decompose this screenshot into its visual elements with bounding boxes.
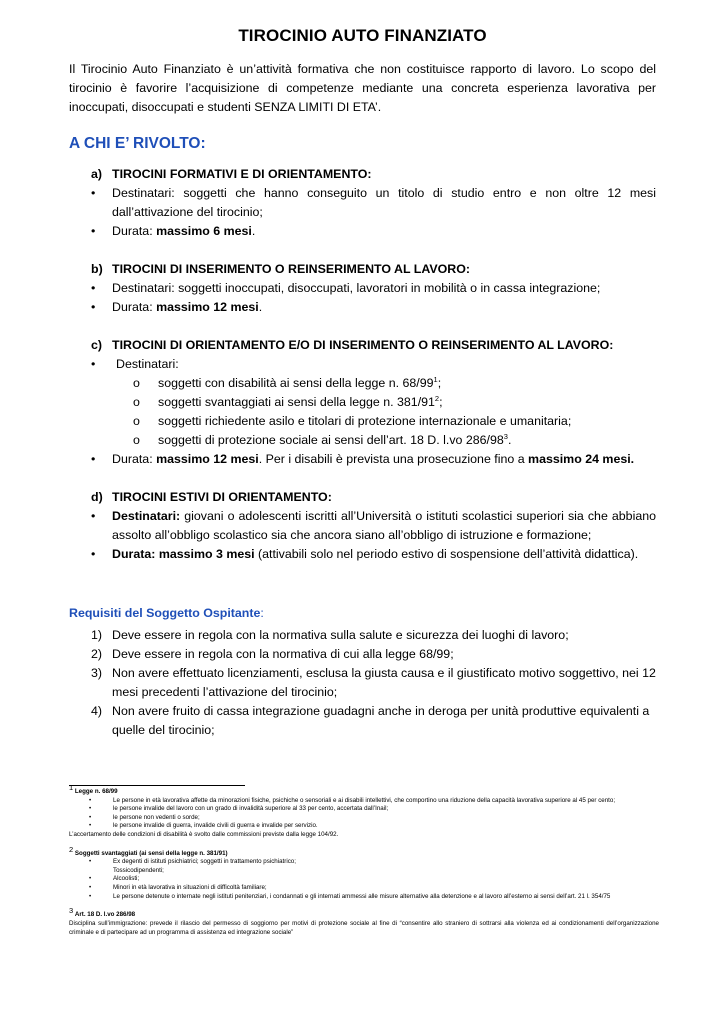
list-item: [91, 507, 656, 545]
section-letter: b): [91, 262, 103, 276]
list-item: [91, 298, 656, 317]
bullet-icon: •: [89, 813, 92, 821]
list-item: 2) Deve essere in regola con la normativa di cui alla legge 68/99;: [91, 647, 454, 661]
bullet-icon: •: [89, 858, 92, 866]
section-c: [91, 336, 656, 469]
intro-paragraph: Il Tirocinio Auto Finanziato è un’attività formativa che non costituisce rapporto di lavoro. Lo scopo del tirocinio è favorire l’acquisizione di competenze mediante una concreta esperienza lavorativa per inoccupati, disoccupati e studenti SENZA LIMITI DI ETA’.: [69, 62, 656, 114]
requirements-list: [91, 626, 656, 740]
section-title: TIROCINI DI ORIENTAMENTO E/O DI INSERIMENTO O REINSERIMENTO AL LAVORO:: [112, 338, 614, 352]
sub-item: o soggetti di protezione sociale ai sensi dell’art. 18 D. l.vo $286/98^3$.: [133, 431, 656, 450]
dur-rest: .: [251, 224, 256, 238]
section-title: TIROCINI DI INSERIMENTO O REINSERIMENTO AL LAVORO:: [112, 262, 470, 276]
bullet-icon: •: [91, 357, 96, 371]
list-item: [91, 450, 656, 469]
dur-label: Durata:: [112, 224, 153, 238]
footnote-divider: [69, 785, 245, 786]
circle-bullet-icon: o: [133, 414, 140, 428]
section-title: TIROCINI FORMATIVI E DI ORIENTAMENTO:: [112, 167, 372, 181]
list-item: [91, 222, 656, 241]
dur-rest: (attivabili solo nel periodo estivo di sospensione dell’attività didattica).: [254, 547, 639, 561]
bullet-icon: •: [91, 186, 96, 200]
dest-label: Destinatari:: [116, 357, 179, 371]
dur-value: massimo 12 mesi: [156, 452, 259, 466]
dur-value-2: massimo 24 mesi.: [528, 452, 635, 466]
dur-value: massimo 6 mesi: [156, 224, 252, 238]
bullet-icon: •: [91, 224, 96, 238]
sub-item: o soggetti con disabilità ai sensi della legge n. $68/99^1$;: [133, 374, 656, 393]
bullet-icon: •: [89, 875, 92, 883]
footnotes: [69, 783, 659, 937]
bullet-icon: •: [91, 300, 96, 314]
bullet-icon: •: [91, 547, 96, 561]
bullet-icon: •: [89, 796, 92, 804]
footnote-3: $^3$ Art. 18 D. l.vo 286/98 Disciplina sull’immigrazione: prevede il rilascio del permesso di soggiorno per motivi di protezione sociale al fine di “consentire allo straniero di sottrarsi alla violenza ed ai condizionamenti dell’organizzazione criminale e di partecipare ad un programma di assistenza ed integrazione sociale”: [69, 906, 659, 936]
bullet-icon: •: [89, 884, 92, 892]
sub-item: o soggetti svantaggiati ai sensi della legge n. $381/91^2$;: [133, 393, 656, 412]
circle-bullet-icon: o: [133, 433, 140, 447]
requirements-heading: Requisiti del Soggetto Ospitante:: [69, 606, 264, 620]
list-item: 3) Non avere effettuato licenziamenti, esclusa la giusta causa e il giustificato motivo soggettivo, nei 12 mesi precedenti l’attivazione del tirocinio;: [91, 666, 656, 699]
circle-bullet-icon: o: [133, 395, 140, 409]
dest-text: soggetti inoccupati, disoccupati, lavoratori in mobilità o in cassa integrazione;: [174, 281, 601, 295]
footnote-ref: 1: [433, 374, 438, 384]
dest-label: Destinatari:: [112, 186, 175, 200]
dur-label: Durata:: [112, 300, 153, 314]
list-item: 4) Non avere fruito di cassa integrazione guadagni anche in deroga per unità produttive equivalenti a quelle del tirocinio;: [91, 704, 650, 737]
list-item: [91, 355, 656, 374]
dest-label: Destinatari:: [112, 281, 175, 295]
target-heading: A CHI E’ RIVOLTO:: [69, 135, 206, 152]
bullet-icon: •: [91, 452, 96, 466]
dur-label: Durata:: [112, 547, 156, 561]
footnote-1: $^1$ Legge n. 68/99 • Le persone in età lavorativa affette da minorazioni fisiche, psichiche o sensoriali e ai disabili intellettivi, che comportino una riduzione della capacità lavorativa superiore al 45 per cento; • le persone invalide del lavoro con un grado di invalidità superiore al 33 per cento, accertata dall’Inail; • le persone non vedenti o sorde; • le persone invalide di guerra, invalide civili di guerra e invalide per servizio. L’accertamento delle condizioni di disabilità è svolto dalle commissioni previste dalla legge 104/92.: [69, 788, 659, 840]
bullet-icon: •: [89, 892, 92, 900]
circle-bullet-icon: o: [133, 376, 140, 390]
dur-label: Durata:: [112, 452, 153, 466]
document-title: TIROCINIO AUTO FINANZIATO: [238, 26, 487, 45]
bullet-icon: •: [91, 281, 96, 295]
section-letter: d): [91, 490, 103, 504]
bullet-icon: •: [89, 805, 92, 813]
footnote-ref: 3: [503, 431, 508, 441]
dur-value: massimo 12 mesi: [156, 300, 259, 314]
dest-text: soggetti che hanno conseguito un titolo di studio entro e non oltre 12 mesi dall’attivazione del tirocinio;: [112, 186, 656, 219]
section-a: [91, 165, 656, 241]
footnote-note: L’accertamento delle condizioni di disabilità è svolto dalle commissioni previste dalla legge 104/92.: [69, 831, 339, 839]
document-page: [69, 26, 656, 740]
section-letter: a): [91, 167, 103, 181]
dest-text: giovani o adolescenti iscritti all’Università o istituti scolastici superiori sia che abbiano assolto all’obbligo scolastico sia che ancora siano all’obbligo di istruzione e formazione;: [112, 509, 656, 542]
list-item: [91, 184, 656, 222]
dur-rest: . Per i disabili è prevista una prosecuzione fino a: [258, 452, 529, 466]
bullet-icon: •: [91, 509, 96, 523]
list-item: 1) Deve essere in regola con la normativa sulla salute e sicurezza dei luoghi di lavoro;: [91, 628, 569, 642]
dest-label: Destinatari:: [112, 509, 181, 523]
dur-value: massimo 3 mesi: [158, 547, 255, 561]
list-item: [91, 545, 656, 564]
dur-rest: .: [258, 300, 263, 314]
footnote-ref: 2: [434, 393, 440, 403]
section-b: [91, 260, 656, 317]
bullet-icon: •: [89, 822, 92, 830]
sub-item: o soggetti richiedente asilo e titolari di protezione internazionale e umanitaria;: [133, 412, 656, 431]
list-item: [91, 279, 656, 298]
section-title: TIROCINI ESTIVI DI ORIENTAMENTO:: [112, 490, 332, 504]
section-letter: c): [91, 338, 103, 352]
section-d: [91, 488, 656, 564]
footnote-2: $^2$ Soggetti svantaggiati (ai sensi della legge n. 381/91) • Ex degenti di istituti psichiatrici; soggetti in trattamento psichiatrico; Tossicodipendenti; • Alcoolisti; • Minori in età lavorativa in situazioni di difficoltà familiare; • Le persone detenute o internate negli istituti penitenziari, i condannati e gli internati ammessi alle misure alternative alla detenzione e al lavoro all’esterno ai sensi dell’art. 21 l. 354/75: [69, 844, 611, 900]
